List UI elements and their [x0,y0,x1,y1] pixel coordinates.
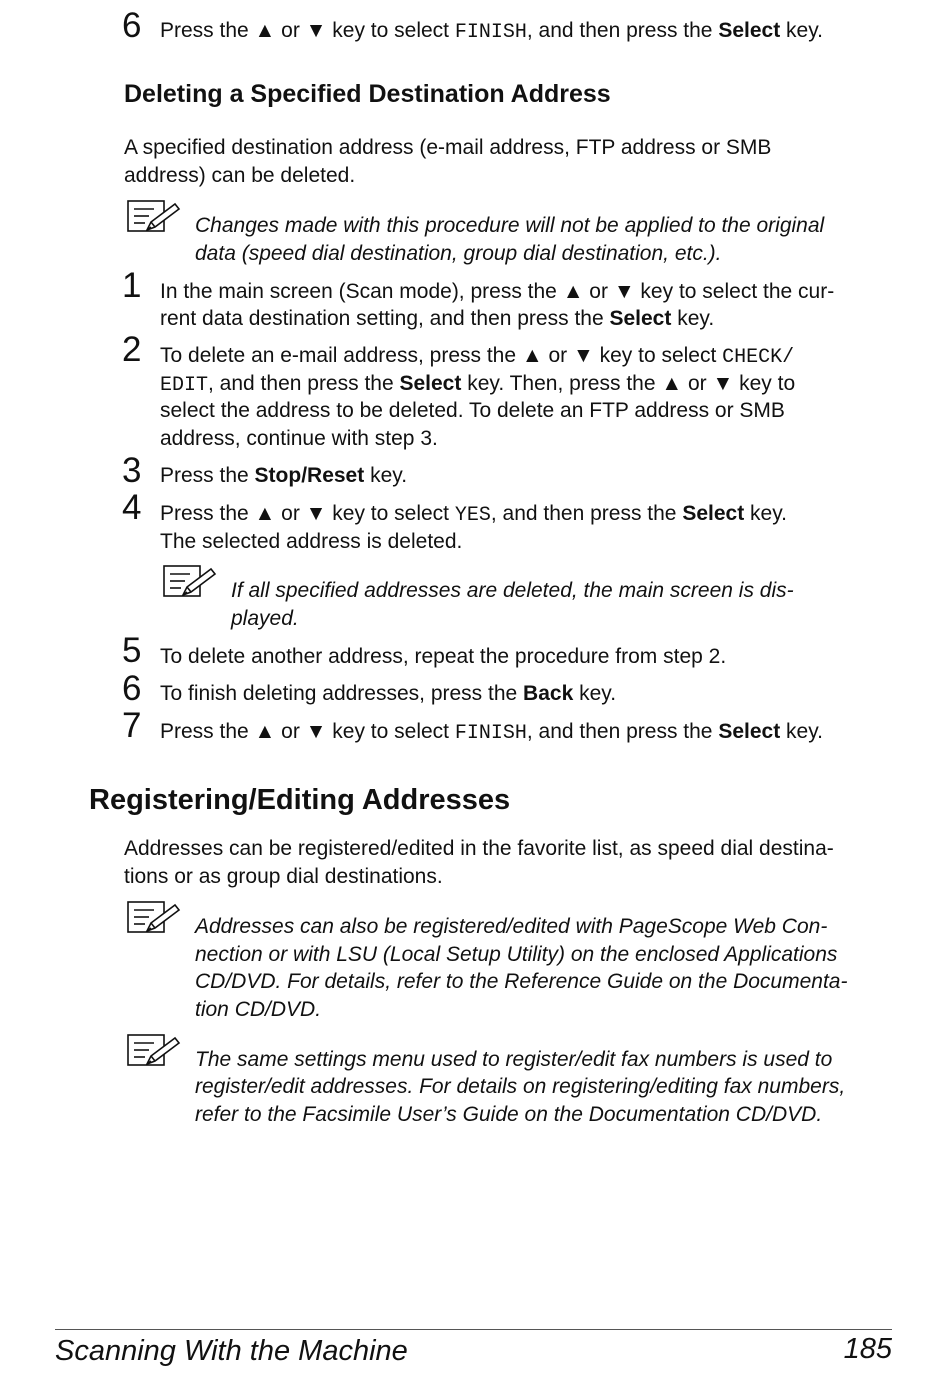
intro-line: tions or as group dial destinations. [124,865,443,888]
text-run: To finish deleting addresses, press the [160,682,524,705]
text-run: Press the [160,464,255,487]
key-name: Select [718,19,781,42]
text-run: , and then press the [208,372,400,395]
text-run: rent data destination setting, and then press the [160,307,610,330]
note-line: refer to the Facsimile User’s Guide on the Documentation CD/DVD. [195,1103,823,1126]
step-text [160,680,616,708]
intro-line: Addresses can be registered/edited in the favorite list, as speed dial destina- [124,837,834,860]
text-run: key. [744,502,787,525]
text-run: Press the ▲ or ▼ key to select [160,19,455,42]
text-run: Press the ▲ or ▼ key to select [160,720,455,743]
step-number: 5 [122,631,142,670]
note-pencil-icon [127,1034,181,1068]
note-line: register/edit addresses. For details on registering/editing fax numbers, [195,1075,846,1098]
note-line: Changes made with this procedure will not be applied to the original [195,214,825,237]
step-number: 6 [122,6,142,45]
note-line: data (speed dial destination, group dial destination, etc.). [195,242,722,265]
step-number: 1 [122,266,142,305]
step-number: 6 [122,669,142,708]
text-run: key. [364,464,408,487]
text-run: , and then press the [526,19,719,42]
note-line: nection or with LSU (Local Setup Utility) on the enclosed Applications [195,943,838,966]
note-line: If all specified addresses are deleted, the main screen is dis- [231,579,794,602]
section-heading: Registering/Editing Addresses [89,784,511,816]
text-run: key. [780,19,823,42]
step-text: The selected address is deleted. [160,530,463,553]
note-pencil-icon [127,901,181,935]
step-number: 2 [122,330,142,369]
code-text: FINISH [454,722,527,745]
key-name: Back [523,682,574,705]
text-run: key. [671,307,715,330]
step-text [160,718,823,748]
note-pencil-icon [163,565,217,599]
code-text: EDIT [160,374,209,397]
key-name: Select [399,372,462,395]
note-line: played. [231,607,299,630]
step-number: 3 [122,451,142,490]
step-text: select the address to be deleted. To delete an FTP address or SMB [160,399,785,422]
step-text [160,305,714,333]
code-text: YES [454,504,491,527]
text-run: , and then press the [526,720,719,743]
text-run: Press the ▲ or ▼ key to select [160,502,455,525]
code-text: FINISH [454,21,527,44]
key-name: Select [718,720,781,743]
intro-line: A specified destination address (e-mail address, FTP address or SMB [124,136,772,159]
text-run: To delete an e-mail address, press the ▲ or ▼ key to select [160,344,723,367]
text-run: key. Then, press the ▲ or ▼ key to [461,372,796,395]
step-number: 7 [122,706,142,745]
step-text: address, continue with step 3. [160,427,438,450]
step-text [160,342,794,372]
key-name: Stop/Reset [254,464,365,487]
step-text: To delete another address, repeat the procedure from step 2. [160,645,727,668]
page-number: 185 [843,1333,892,1365]
text-run: key. [780,720,823,743]
step-text: In the main screen (Scan mode), press the ▲ or ▼ key to select the cur- [160,280,835,303]
step-text [160,17,823,47]
text-run: , and then press the [490,502,683,525]
note-line: Addresses can also be registered/edited with PageScope Web Con- [195,915,828,938]
step-number: 4 [122,488,142,527]
footer-rule [55,1329,892,1330]
note-line: The same settings menu used to register/edit fax numbers is used to [195,1048,833,1071]
footer-title: Scanning With the Machine [55,1335,408,1367]
note-line: tion CD/DVD. [195,998,322,1021]
key-name: Select [609,307,672,330]
key-name: Select [682,502,745,525]
step-text [160,500,787,530]
section-heading: Deleting a Specified Destination Address [124,80,611,108]
step-text [160,462,407,490]
note-pencil-icon [127,200,181,234]
note-line: CD/DVD. For details, refer to the Reference Guide on the Documenta- [195,970,848,993]
step-text [160,370,795,400]
text-run: key. [573,682,617,705]
intro-line: address) can be deleted. [124,164,356,187]
code-text: CHECK/ [722,346,795,369]
